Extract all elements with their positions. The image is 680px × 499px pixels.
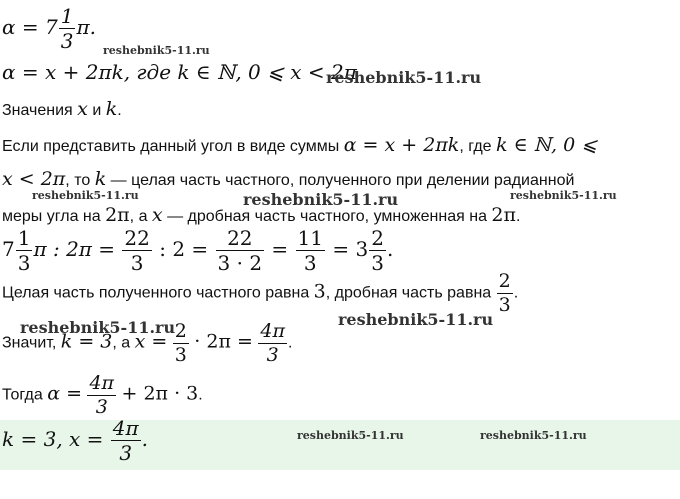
watermark: reshebnik5-11.ru bbox=[297, 429, 404, 442]
line-integer-fraction: Целая часть полученного частного равна 3, дробная часть равна $\frac{2}{3}$ . bbox=[2, 270, 519, 316]
watermark: reshebnik5-11.ru bbox=[243, 190, 399, 209]
line-alpha-value: α = 7 $\frac{1}{3}$ π. bbox=[2, 4, 96, 53]
watermark: reshebnik5-11.ru bbox=[32, 189, 139, 202]
watermark: reshebnik5-11.ru bbox=[103, 44, 210, 57]
line-division-calc: 7 $\frac{1}{3}$ π : 2π = $\frac{22}{3}$ : 2 = $\frac{22}{3 \cdot 2}$ = $\frac{11}{3}$ = 3 $\frac{2}{3}$ . bbox=[2, 226, 394, 275]
line-explanation-1: Если представить данный угол в виде суммы α = x + 2πk, где k ∈ ℕ, 0 ⩽ bbox=[2, 134, 598, 156]
fraction: $\frac{1}{3}$ bbox=[60, 4, 74, 53]
answer-line: k = 3, x = $\frac{4\pi}{3}$ . bbox=[2, 416, 149, 465]
line-explanation-3: меры угла на 2π, а x — дробная часть частного, умноженная на 2π. bbox=[2, 204, 521, 226]
line-then: Тогда α = $\frac{4\pi}{3}$ + 2π · 3. bbox=[2, 372, 203, 418]
line-values: Значения x и k. bbox=[2, 98, 122, 120]
line-general-form: α = x + 2πk, где k ∈ ℕ, 0 ⩽ x < 2π bbox=[2, 60, 357, 84]
line-explanation-2: x < 2π, то k — целая часть частного, полученного при делении радианной bbox=[2, 168, 575, 190]
watermark: reshebnik5-11.ru bbox=[20, 318, 176, 337]
watermark: reshebnik5-11.ru bbox=[510, 189, 617, 202]
watermark: reshebnik5-11.ru bbox=[338, 310, 494, 329]
watermark: reshebnik5-11.ru bbox=[480, 429, 587, 442]
watermark: reshebnik5-11.ru bbox=[326, 68, 482, 87]
line-therefore: Значит, k = 3, а x = $\frac{2}{3}$ · 2π = $\frac{4\pi}{3}$ . bbox=[2, 320, 293, 366]
